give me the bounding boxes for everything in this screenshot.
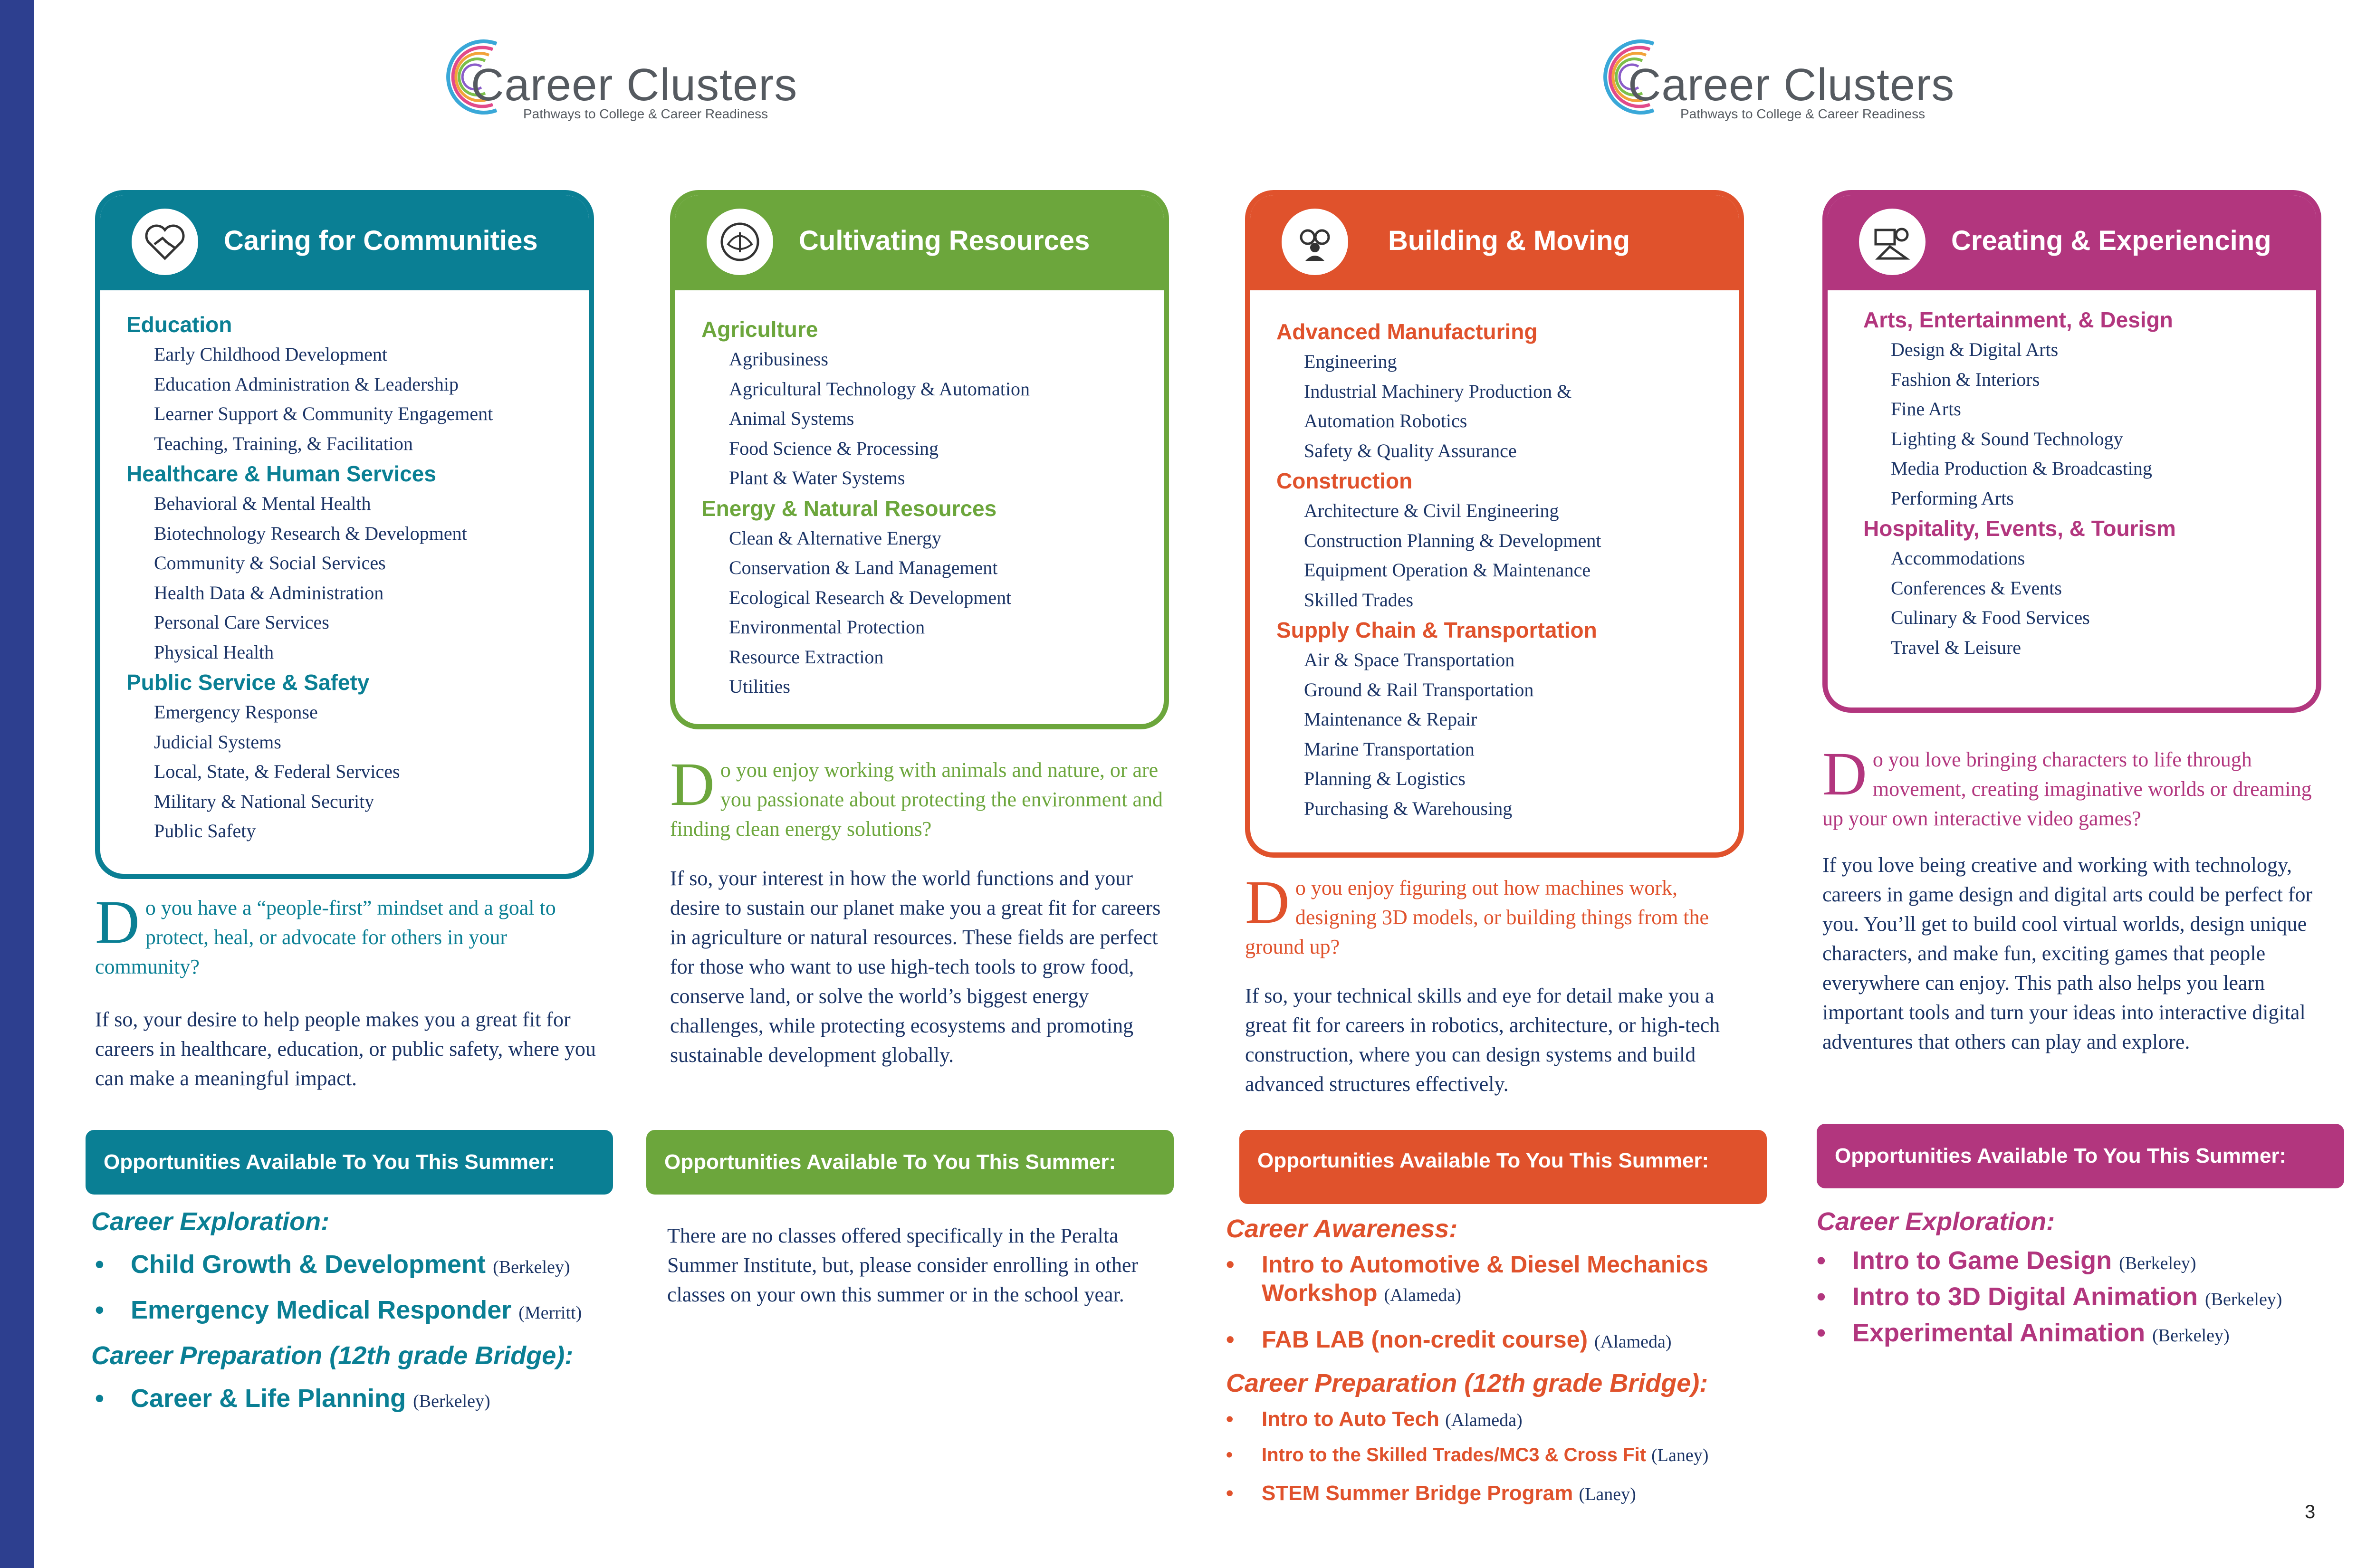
list-item: Health Data & Administration — [154, 582, 384, 603]
course-item[interactable]: • STEM Summer Bridge Program (Laney) — [1226, 1482, 1636, 1505]
intro-text: o you have a “people-first” mindset and a goal to protect, heal, or advocate for others in your community? — [95, 896, 556, 978]
card-header — [675, 195, 1164, 290]
course-location: (Alameda) — [1445, 1410, 1523, 1430]
cluster-building-moving — [1226, 0, 1777, 1568]
no-classes-note: There are no classes offered specifically in the Peralta Summer Institute, but, please consider enrolling in other classes on your own this summer or in the school year. — [667, 1224, 1139, 1306]
logo-title: Career Clusters — [1628, 59, 1955, 110]
card-body — [675, 290, 1164, 721]
list-item: Fine Arts — [1891, 398, 1961, 420]
handshake-heart-icon — [132, 209, 198, 275]
description-paragraph: If so, your interest in how the world functions and your desire to sustain our planet make you a great fit for careers in agriculture or natural resources. These fields are perfect for those who want to use high-tech tools to grow food, conserve land, or solve the world’s biggest energy challenges, while protecting ecosystems and promoting sustainable development globally. — [670, 867, 1161, 1067]
list-item: Plant & Water Systems — [729, 467, 905, 488]
list-item: Food Science & Processing — [729, 437, 939, 459]
course-location: (Alameda) — [1594, 1332, 1672, 1352]
list-item: Industrial Machinery Production & — [1304, 380, 1572, 402]
course-item[interactable]: • Intro to Game Design (Berkeley) — [1817, 1246, 2196, 1275]
list-item: Construction Planning & Development — [1304, 529, 1601, 551]
drop-cap: D — [95, 888, 140, 956]
logo-subtitle: Pathways to College & Career Readiness — [523, 106, 768, 121]
page-number: 3 — [2305, 1501, 2316, 1522]
list-item: Conferences & Events — [1891, 577, 2062, 599]
course-item[interactable]: • Intro to Auto Tech (Alameda) — [1226, 1407, 1523, 1431]
drop-cap: D — [670, 750, 715, 819]
course-name: Intro to 3D Digital Animation — [1852, 1282, 2198, 1311]
course-location: (Berkeley) — [493, 1257, 570, 1277]
list-item: Culinary & Food Services — [1891, 607, 2090, 628]
list-item: Agribusiness — [729, 348, 828, 370]
section-title: Career Exploration: — [91, 1207, 330, 1236]
course-item[interactable]: • Child Growth & Development (Berkeley) — [95, 1250, 570, 1279]
card-header — [1828, 195, 2316, 290]
list-item: Fashion & Interiors — [1891, 368, 2040, 390]
course-item[interactable]: • Intro to the Skilled Trades/MC3 & Cross Fit (Laney) — [1226, 1444, 1709, 1465]
intro-question — [95, 888, 599, 982]
opportunities-banner: Opportunities Available To You This Summer: — [1239, 1130, 1767, 1204]
logo-subtitle: Pathways to College & Career Readiness — [1680, 106, 1926, 121]
description-paragraph: If so, your technical skills and eye for detail make you a great fit for careers in robotics, architecture, or high-tech construction, where you can design systems and build advanced structures effectively. — [1245, 984, 1720, 1096]
description-paragraph: If you love being creative and working with technology, careers in game design and digital arts could be perfect for you. You’ll get to build cool virtual worlds, design unique characters, and make fun, exciting games that people everywhere can enjoy. This path also helps you learn important tools and turn your ideas into interactive digital adventures that others can play and explore. — [1822, 853, 2313, 1053]
group-heading: Supply Chain & Transportation — [1276, 618, 1597, 642]
group-heading: Agriculture — [701, 317, 818, 342]
list-item: Media Production & Broadcasting — [1891, 458, 2152, 479]
section-title: Career Preparation (12th grade Bridge): — [91, 1341, 574, 1370]
left-border-bar — [0, 0, 34, 1568]
course-location: (Berkeley) — [413, 1391, 490, 1411]
list-item: Environmental Protection — [729, 616, 925, 638]
list-item: Air & Space Transportation — [1304, 649, 1515, 670]
list-item: Military & National Security — [154, 790, 374, 812]
course-item[interactable]: • FAB LAB (non-credit course) (Alameda) — [1226, 1326, 1672, 1353]
group-heading: Arts, Entertainment, & Design — [1863, 307, 2173, 332]
group-heading: Hospitality, Events, & Tourism — [1863, 516, 2176, 541]
list-item: Ecological Research & Development — [729, 586, 1012, 608]
intro-text: o you enjoy working with animals and nature, or are you passionate about protecting the environment and finding clean energy solutions? — [670, 758, 1163, 841]
cluster-card — [1822, 190, 2321, 713]
intro-text: o you enjoy figuring out how machines work, designing 3D models, or building things from the ground up? — [1245, 876, 1709, 958]
list-item: Physical Health — [154, 641, 274, 663]
course-name: Intro to Automotive & Diesel Mechanics — [1262, 1251, 1708, 1278]
list-item: Purchasing & Warehousing — [1304, 797, 1513, 819]
course-item[interactable]: • Intro to 3D Digital Animation (Berkeley) — [1817, 1282, 2282, 1311]
list-item: Planning & Logistics — [1304, 768, 1466, 789]
list-item: Judicial Systems — [154, 731, 281, 753]
course-location: (Laney) — [1651, 1445, 1709, 1465]
course-name: Emergency Medical Responder — [131, 1296, 512, 1324]
list-item: Local, State, & Federal Services — [154, 761, 400, 782]
intro-question — [670, 750, 1174, 844]
group-heading: Education — [126, 312, 232, 337]
list-item: Community & Social Services — [154, 552, 386, 574]
card-title: Cultivating Resources — [799, 225, 1090, 256]
list-item: Clean & Alternative Energy — [729, 527, 941, 549]
course-item[interactable]: • Intro to Automotive & Diesel Mechanics — [1226, 1251, 1708, 1278]
cluster-card — [95, 190, 594, 879]
list-item: Biotechnology Research & Development — [154, 522, 467, 544]
list-item: Performing Arts — [1891, 487, 2014, 509]
list-item: Teaching, Training, & Facilitation — [154, 432, 413, 454]
list-item: Ground & Rail Transportation — [1304, 679, 1534, 700]
group-heading: Construction — [1276, 468, 1413, 493]
list-item: Lighting & Sound Technology — [1891, 428, 2123, 449]
list-item: Marine Transportation — [1304, 738, 1475, 760]
intro-question — [1822, 740, 2326, 833]
list-item: Skilled Trades — [1304, 589, 1414, 611]
course-item-continued[interactable] — [1262, 1279, 1461, 1307]
list-item: Animal Systems — [729, 408, 854, 429]
list-item: Utilities — [729, 676, 790, 697]
list-item: Design & Digital Arts — [1891, 339, 2059, 360]
cluster-creating-experiencing — [1817, 0, 2355, 1568]
course-item[interactable]: • Career & Life Planning (Berkeley) — [95, 1384, 490, 1413]
course-name: Intro to the Skilled Trades/MC3 & Cross Fit — [1262, 1444, 1647, 1465]
card-header — [1250, 195, 1739, 290]
opportunities-banner: Opportunities Available To You This Summer: — [86, 1130, 613, 1195]
logo-title: Career Clusters — [471, 59, 798, 110]
list-item: Conservation & Land Management — [729, 557, 998, 578]
group-heading: Public Service & Safety — [126, 670, 370, 695]
course-item[interactable]: • Experimental Animation (Berkeley) — [1817, 1319, 2230, 1347]
course-location: (Laney) — [1579, 1484, 1636, 1504]
list-item: Travel & Leisure — [1891, 636, 2022, 658]
card-body — [1828, 290, 2316, 681]
cluster-card — [1245, 190, 1744, 858]
course-location: (Berkeley) — [2119, 1253, 2196, 1273]
list-item: Agricultural Technology & Automation — [729, 378, 1030, 400]
list-item: Maintenance & Repair — [1304, 708, 1477, 730]
list-item: Behavioral & Mental Health — [154, 493, 371, 514]
card-title: Creating & Experiencing — [1951, 225, 2271, 256]
section-title: Career Exploration: — [1817, 1207, 2055, 1236]
group-heading: Energy & Natural Resources — [701, 496, 997, 521]
list-item: Engineering — [1304, 351, 1397, 372]
intro-question — [1245, 868, 1749, 962]
card-body — [100, 290, 589, 865]
list-item: Resource Extraction — [729, 646, 884, 668]
course-name: Child Growth & Development — [131, 1250, 486, 1279]
card-title: Building & Moving — [1388, 225, 1630, 256]
section-title: Career Awareness: — [1226, 1214, 1458, 1243]
opportunities-banner: Opportunities Available To You This Summer: — [646, 1130, 1174, 1195]
course-name-line2: Workshop — [1262, 1280, 1378, 1306]
intro-text: o you love bringing characters to life through movement, creating imaginative worlds or dreaming up your own interactive video games? — [1822, 748, 2312, 830]
drop-cap: D — [1245, 868, 1290, 937]
group-heading: Advanced Manufacturing — [1276, 319, 1538, 344]
cluster-card — [670, 190, 1169, 729]
list-item: Automation Robotics — [1304, 410, 1467, 431]
course-location: (Berkeley) — [2205, 1290, 2282, 1310]
course-name: STEM Summer Bridge Program — [1262, 1482, 1573, 1505]
course-item[interactable]: • Emergency Medical Responder (Merritt) — [95, 1296, 582, 1324]
list-item: Early Childhood Development — [154, 344, 388, 365]
list-item: Public Safety — [154, 820, 256, 841]
course-location: (Alameda) — [1384, 1285, 1461, 1305]
course-location: (Berkeley) — [2152, 1326, 2230, 1346]
section-title: Career Preparation (12th grade Bridge): — [1226, 1369, 1708, 1397]
opportunities-banner: Opportunities Available To You This Summer: — [1817, 1124, 2344, 1188]
course-name: Experimental Animation — [1852, 1319, 2146, 1347]
list-item: Safety & Quality Assurance — [1304, 440, 1517, 461]
card-body — [1250, 290, 1739, 842]
course-name: FAB LAB (non-credit course) — [1262, 1326, 1588, 1353]
globe-leaf-icon — [707, 209, 773, 275]
list-item: Personal Care Services — [154, 612, 329, 633]
course-name: Career & Life Planning — [131, 1384, 406, 1413]
list-item: Equipment Operation & Maintenance — [1304, 559, 1591, 581]
course-name: Intro to Auto Tech — [1262, 1407, 1439, 1431]
cluster-cultivating-resources — [664, 0, 1202, 1568]
group-heading: Healthcare & Human Services — [126, 461, 436, 486]
list-item: Emergency Response — [154, 701, 318, 723]
list-item: Accommodations — [1891, 547, 2025, 569]
art-tools-icon — [1859, 209, 1926, 275]
course-name: Intro to Game Design — [1852, 1246, 2112, 1275]
course-location: (Merritt) — [518, 1303, 582, 1323]
card-header — [100, 195, 589, 290]
card-title: Caring for Communities — [224, 225, 538, 256]
description-paragraph: If so, your desire to help people makes you a great fit for careers in healthcare, education, or public safety, where you can make a meaningful impact. — [95, 1008, 596, 1090]
gears-workers-icon — [1282, 209, 1348, 275]
list-item: Learner Support & Community Engagement — [154, 403, 493, 424]
cluster-caring-for-communities — [91, 0, 627, 1568]
list-item: Education Administration & Leadership — [154, 373, 459, 395]
drop-cap: D — [1822, 740, 1867, 808]
list-item: Architecture & Civil Engineering — [1304, 500, 1559, 521]
